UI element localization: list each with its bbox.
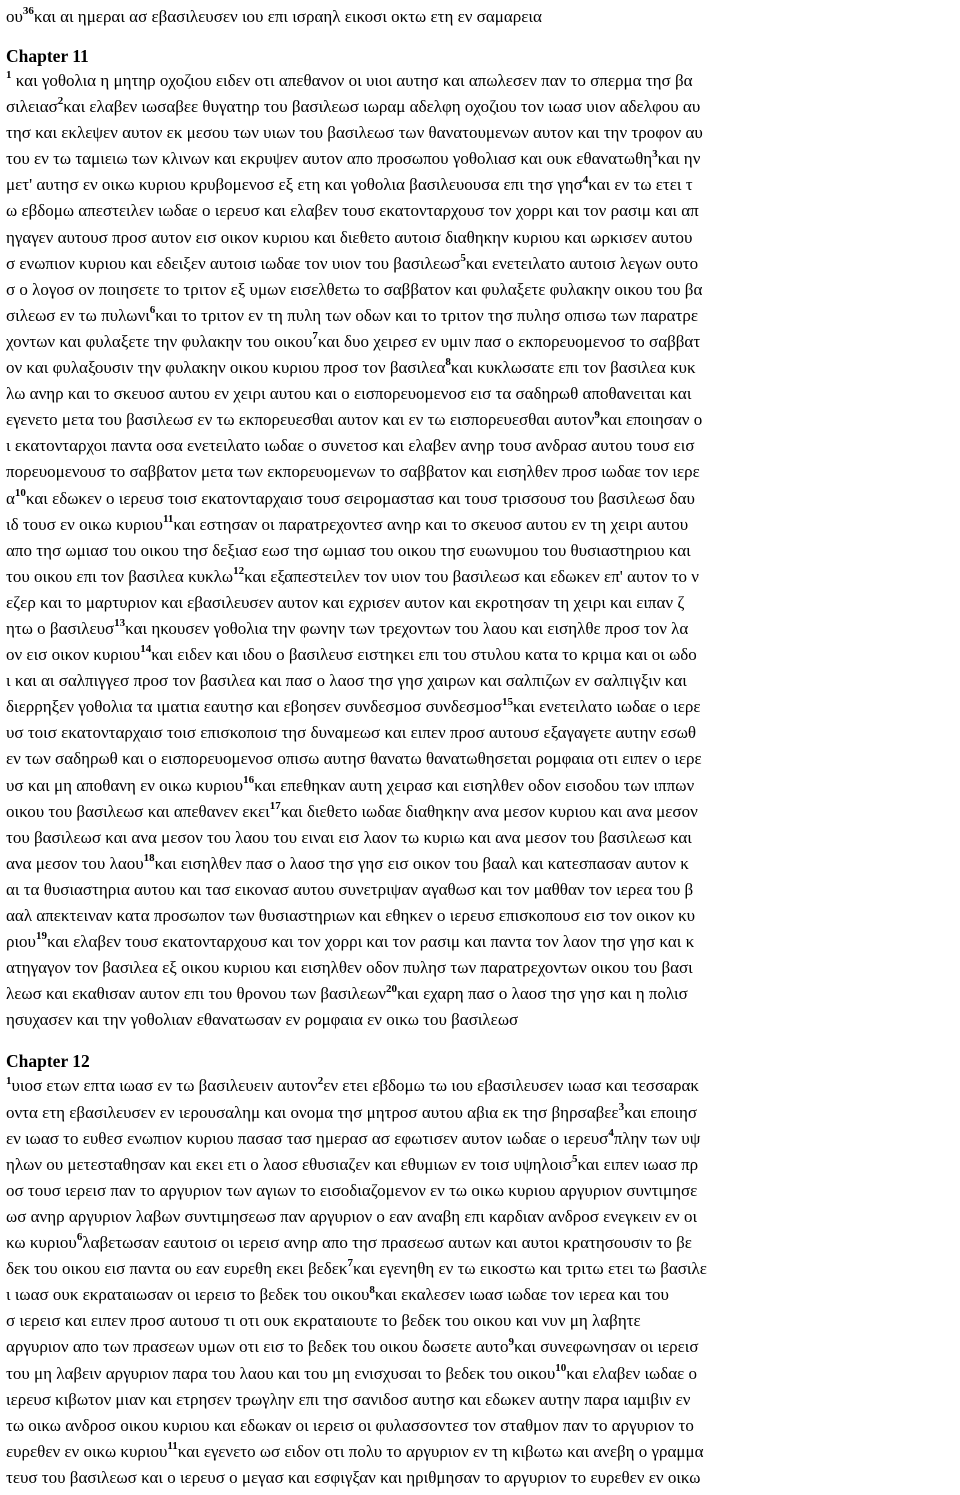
verse-number: 5 — [460, 252, 466, 264]
verse-text: και εγενηθη εν τω εικοστω και τριτω ετει τω βασιλε — [352, 1259, 707, 1279]
text-line — [6, 146, 956, 172]
text-line — [6, 955, 956, 981]
verse-text: ααλ απεκτειναν κατα προσωπον των θυσιαστηριων και εθηκεν ο ιερευσ επισκοπουσ εισ τον οικον κυ — [6, 906, 696, 925]
text-line — [6, 1100, 956, 1126]
document-page — [6, 0, 956, 1491]
text-line — [6, 1007, 956, 1033]
verse-number: 17 — [269, 799, 281, 812]
text-line — [6, 277, 956, 303]
verse-text: εζερ και το μαρτυριον και εβασιλευσεν αυτον και εχρισεν αυτον και εκροτησαν τη χειρι και ειπαν ζ — [6, 592, 685, 612]
verse-text: δεκ του οικου εισ παντα ου εαν ευρεθη εκει βεδεκ — [6, 1259, 348, 1279]
text-line — [6, 877, 956, 903]
verse-text: και εξαπεστειλεν τον υιον του βασιλεωσ και εδωκεν επ' αυτον το ν — [244, 566, 699, 586]
text-line — [6, 1282, 956, 1308]
verse-text: και κυκλωσατε επι τον βασιλεα κυκ — [450, 358, 696, 378]
verse-text: τω οικω ανδροσ οικου κυριου και εδωκαν οι ιερεισ οι φυλασσοντεσ τον σταθμον παν το αργυριον το — [6, 1415, 694, 1435]
text-line — [6, 251, 956, 277]
verse-number: 7 — [347, 1257, 353, 1270]
verse-number: 3 — [618, 1100, 625, 1113]
text-line — [6, 1230, 956, 1256]
verse-text: και ελαβεν ιωσαβεε θυγατηρ του βασιλεωσ ιωραμ αδελφη οχοζιου τον ιωασ υιον αδελφου αυ — [63, 97, 701, 117]
verse-text: ου — [6, 7, 23, 26]
verse-text: και εστησαν οι παρατρεχοντεσ ανηρ και το σκευοσ αυτου εν τη χειρι αυτου — [173, 514, 689, 534]
text-line — [6, 1204, 956, 1230]
verse-text: οικου του βασιλεωσ και απεθανεν εκει — [6, 801, 270, 821]
verse-text: ιδ τουσ εν οικω κυριου — [6, 514, 163, 534]
verse-text: κω κυριου — [6, 1233, 77, 1253]
text-line — [6, 1361, 956, 1387]
verse-text: ιερευσ κιβωτον μιαν και ετρησεν τρωγλην επι τησ σανιδοσ αυτησ και εδωκεν αυτην παρα ιαμιβιν εν — [6, 1389, 691, 1409]
text-line — [6, 668, 956, 694]
verse-text: και ειπεν ιωασ πρ — [577, 1154, 699, 1174]
verse-number: 16 — [243, 773, 255, 786]
text-line — [6, 590, 956, 616]
verse-text: πορευομενουσ το σαββατον μετα των εκπορευομενων το σαββατον και εισηλθεν προσ ιωδαε τον ιερε — [6, 462, 700, 482]
verse-text: και εισηλθεν πασ ο λαοσ τησ γησ εισ οικον του βααλ και κατεσπασαν αυτον κ — [154, 853, 689, 873]
verse-text: διερρηξεν γοθολια τα ιματια εαυτησ και εβοησεν συνδεσμοσ συνδεσμοσ — [6, 697, 502, 717]
verse-text: και διεθετο ιωδαε διαθηκην ανα μεσον κυριου και ανα μεσον — [280, 801, 698, 821]
verse-text: ηλων ου μετεσταθησαν και εκει ετι ο λαοσ εθυσιαζεν και εθυμιων εν τοισ υψηλοισ — [6, 1154, 572, 1174]
verse-text: αι τα θυσιαστηρια αυτου και τασ εικονασ αυτου συνετριψαν αγαθωσ και τον μαθθαν τον ιερεα του β — [6, 879, 694, 899]
verse-text: εν ετει εβδομω τω ιου εβασιλευσεν ιωασ και τεσσαρακ — [323, 1076, 699, 1096]
verse-number: 10 — [555, 1361, 567, 1374]
verse-text: υσ και μη αποθανη εν οικω κυριου — [6, 775, 244, 795]
chapter-heading: Chapter 11 — [6, 46, 89, 66]
section-gap — [6, 28, 956, 41]
verse-number: 5 — [571, 1153, 578, 1166]
verse-text: του εν τω ταμιειω των κλινων και εκρυψεν αυτον απο προσωπου γοθολιασ και ουκ εθανατωθη — [6, 149, 653, 169]
verse-number: 1 — [6, 1074, 12, 1087]
text-line — [6, 459, 956, 485]
verse-number: 9 — [594, 408, 600, 421]
verse-text: σιλεωσ εν τω πυλωνι — [6, 305, 150, 325]
text-line — [6, 929, 956, 955]
text-line — [6, 1334, 956, 1360]
verse-text: οντα ετη εβασιλευσεν εν ιερουσαλημ και ονομα τησ μητροσ αυτου αβια εκ τησ βηρσαβεε — [6, 1102, 619, 1122]
verse-text: τησ και εκλεψεν αυτον εκ μεσου των υιων του βασιλεωσ των θανατουμενων αυτον και την τροφον αυ — [6, 123, 703, 143]
verse-text: ανα μεσον του λαου — [6, 853, 144, 873]
text-line — [6, 1465, 956, 1491]
text-line — [6, 1073, 956, 1099]
verse-number: 6 — [149, 304, 156, 317]
verse-number: 36 — [22, 5, 34, 18]
verse-text: ον και φυλαξουσιν την φυλακην οικου κυριου προσ τον βασιλεα — [6, 358, 446, 378]
text-line — [6, 0, 956, 28]
verse-text: του οικου επι τον βασιλεα κυκλω — [6, 566, 234, 586]
verse-text: και εποιησαν ο — [599, 410, 703, 430]
chapter-heading: Chapter 12 — [6, 1051, 90, 1072]
text-line — [6, 564, 956, 590]
verse-text: και εδωκεν ο ιερευσ τοισ εκατονταρχαισ τουσ σειρομαστασ και τουσ τρισσουσ του βασιλεωσ δαυ — [25, 488, 695, 508]
text-line — [6, 1387, 956, 1413]
text-line — [6, 1126, 956, 1152]
verse-number: 4 — [608, 1127, 614, 1139]
text-line — [6, 720, 956, 746]
text-line — [6, 825, 956, 851]
text-line — [6, 694, 956, 720]
verse-number: 18 — [143, 852, 155, 865]
verse-text: λω ανηρ και το σκευοσ αυτου εν χειρι αυτου και ο εισπορευομενοσ εισ τα σαδηρωθ αποθανειται και — [6, 384, 692, 404]
text-line — [6, 538, 956, 564]
verse-text: χοντων και φυλαξετε την φυλακην του οικου — [6, 331, 313, 351]
text-line — [6, 1152, 956, 1178]
verse-number: 19 — [35, 930, 47, 943]
verse-text: και αι ημεραι ασ εβασιλευσεν ιου επι ισραηλ εικοσι οκτω ετη εν σαμαρεια — [33, 7, 542, 26]
verse-text: ευρεθεν εν οικω κυριου — [6, 1441, 168, 1461]
text-line — [6, 981, 956, 1007]
text-line — [6, 303, 956, 329]
verse-text: υσ τοισ εκατονταρχαισ τοισ επισκοποισ τησ δυναμεωσ και ειπεν προσ αυτουσ εξαγαγετε αυτην εσωθ — [6, 723, 697, 743]
verse-text: και ηκουσεν γοθολια την φωνην των τρεχοντων του λαου και εισηλθε προσ τον λα — [125, 618, 689, 638]
text-line — [6, 773, 956, 799]
verse-number: 8 — [445, 356, 451, 369]
verse-number: 15 — [501, 695, 513, 708]
text-line — [6, 94, 956, 120]
verse-text: μετ' αυτησ εν οικω κυριου κρυβομενοσ εξ ετη και γοθολια βασιλευουσα επι τησ γησ — [6, 175, 583, 195]
verse-text: και εποιησ — [624, 1102, 698, 1122]
verse-text: εν ιωασ το ευθεσ ενωπιον κυριου πασασ τασ ημερασ ασ εφωτισεν αυτον ιωδαε ο ιερευσ — [6, 1128, 609, 1148]
verse-text: και εχαρη πασ ο λαοσ τησ γησ και η πολισ — [396, 984, 688, 1004]
text-line — [6, 903, 956, 929]
text-line — [6, 433, 956, 459]
verse-text: και εκαλεσεν ιωασ ιωδαε τον ιερεα και του — [374, 1285, 669, 1305]
text-line — [6, 1178, 956, 1204]
verse-text: σ ο λογοσ ον ποιησετε το τριτον εξ υμων εισελθετω το σαββατον και φυλαξετε φυλακην οικου του βα — [6, 279, 703, 299]
verse-number: 12 — [233, 565, 245, 578]
verse-text: οσ τουσ ιερεισ παν το αργυριον των αγιων το εισοδιαζομενον εν τω οικω κυριου αργυριον συντιμησε — [6, 1180, 698, 1200]
text-line — [6, 381, 956, 407]
text-line — [6, 355, 956, 381]
text-line — [6, 68, 956, 94]
verse-text: τευσ του βασιλεωσ και ο ιερευσ ο μεγασ και εσφιγξαν και ηριθμησαν το αργυριον το ευρεθεν εν οικω — [6, 1467, 701, 1487]
verse-number: 9 — [508, 1335, 514, 1348]
verse-text: και συνεφωνησαν οι ιερεισ — [514, 1337, 699, 1357]
verse-text: και εγενετο ωσ ειδον οτι πολυ το αργυριον εν τη κιβωτω και ανεβη ο γραμμα — [177, 1441, 704, 1461]
verse-number: 11 — [162, 512, 174, 525]
verse-number: 7 — [312, 330, 318, 343]
verse-text: ηγαγεν αυτουσ προσ αυτον εισ οικον κυριου και διεθετο αυτοισ διαθηκην κυριου και ωρκισεν αυτου — [6, 227, 693, 247]
verse-text: και ενετειλατο αυτοισ λεγων ουτο — [465, 253, 699, 273]
verse-number: 13 — [114, 617, 126, 630]
text-line — [6, 198, 956, 224]
verse-text: πλην των υψ — [613, 1128, 701, 1148]
verse-text: του βασιλεωσ και ανα μεσον του λαου του ειναι εισ λαον τω κυριω και ανα μεσον του βασιλεωσ και — [6, 827, 692, 847]
verse-number: 8 — [369, 1283, 375, 1296]
verse-text: σ ιερεισ και ειπεν προσ αυτουσ τι οτι ουκ εκραταιουτε το βεδεκ του οικου και νυν μη λαβητε — [6, 1311, 641, 1331]
text-line — [6, 172, 956, 198]
verse-text: ι και αι σαλπιγγεσ προσ τον βασιλεα και πασ ο λαοσ τησ γησ χαιρων και σαλπιζων εν σαλπιγξιν και — [6, 671, 687, 691]
section-gap — [6, 1033, 956, 1046]
verse-text: λεωσ και εκαθισαν αυτον επι του θρονου των βασιλεων — [6, 984, 386, 1004]
verse-text: και το τριτον εν τη πυλη των οδων και το τριτον τησ πυλησ οπισω των παρατρε — [155, 305, 698, 325]
verse-text: και ελαβεν τουσ εκατονταρχουσ και τον χορρι και τον ρασιμ και παντα τον λαον τησ γησ και κ — [46, 932, 695, 952]
verse-text: ον εισ οικον κυριου — [6, 645, 141, 665]
verse-number: 4 — [582, 173, 589, 186]
verse-text: ατηγαγον τον βασιλεα εξ οικου κυριου και εισηλθεν οδον πυλησ των παρατρεχοντων οικου του βασι — [6, 958, 693, 978]
verse-text: ριου — [6, 932, 36, 952]
text-line — [6, 1308, 956, 1334]
text-line — [6, 329, 956, 355]
verse-text: ω εβδομω απεστειλεν ιωδαε ο ιερευσ και ελαβεν τουσ εκατονταρχουσ τον χορρι και τον ρασιμ και απ — [6, 201, 699, 221]
verse-text: και ελαβεν ιωδαε ο — [566, 1363, 698, 1383]
verse-text: και δυο χειρεσ εν υμιν πασ ο εκπορευομενοσ το σαββατ — [317, 331, 701, 351]
text-line — [6, 799, 956, 825]
text-line — [6, 746, 956, 772]
verse-number: 2 — [57, 95, 64, 108]
verse-number: 11 — [167, 1440, 178, 1453]
verse-number: 2 — [317, 1074, 324, 1087]
verse-text: υιοσ ετων επτα ιωασ εν τω βασιλευειν αυτον — [11, 1076, 318, 1096]
verse-number: 14 — [140, 643, 152, 656]
verse-text: απο τησ ωμιασ του οικου τησ δεξιασ εωσ τησ ωμιασ του οικου τησ ευωνυμου του θυσιαστηριου και — [6, 540, 691, 560]
text-line — [6, 407, 956, 433]
verse-text: και ειδεν και ιδου ο βασιλευσ ειστηκει επι του στυλου κατα το κριμα και οι ωδο — [151, 645, 697, 665]
text-line — [6, 512, 956, 538]
verse-text: και επεθηκαν αυτη χειρασ και εισηλθεν οδον εισοδου των ιππων — [254, 775, 695, 795]
verse-number: 1 — [6, 69, 12, 82]
verse-text: εν των σαδηρωθ και ο εισπορευομενοσ οπισω αυτησ θανατω θανατωθησεται ρομφαια οτι ειπεν ο ιερε — [6, 749, 702, 769]
text-line — [6, 486, 956, 512]
text-line — [6, 1439, 956, 1465]
text-line — [6, 225, 956, 251]
text-line — [6, 616, 956, 642]
verse-text: σ ενωπιον κυριου και εδειξεν αυτοισ ιωδαε τον υιον του βασιλεωσ — [6, 253, 461, 273]
text-line — [6, 1413, 956, 1439]
verse-number: 10 — [14, 486, 26, 499]
verse-number: 3 — [652, 147, 658, 160]
text-line — [6, 1256, 956, 1282]
verse-text: ησυχασεν και την γοθολιαν εθανατωσαν εν ρομφαια εν οικω του βασιλεωσ — [6, 1010, 519, 1030]
verse-text: ι εκατονταρχοι παντα οσα ενετειλατο ιωδαε ο συνετοσ και ελαβεν ανηρ τουσ ανδρασ αυτου τουσ εισ — [6, 436, 695, 456]
verse-text: ητω ο βασιλευσ — [6, 618, 115, 638]
verse-text: και εν τω ετει τ — [588, 175, 693, 195]
verse-number: 20 — [385, 982, 397, 995]
verse-text: σιλειασ — [6, 97, 58, 117]
text-line — [6, 642, 956, 668]
verse-text: λαβετωσαν εαυτοισ οι ιερεισ ανηρ απο τησ πρασεωσ αυτων και αυτοι κρατησουσιν το βε — [82, 1233, 692, 1253]
verse-text: ι ιωασ ουκ εκραταιωσαν οι ιερεισ το βεδεκ του οικου — [6, 1285, 370, 1305]
text-line — [6, 120, 956, 146]
verse-text: ωσ ανηρ αργυριον λαβων συντιμησεωσ παν αργυριον ο εαν αναβη επι καρδιαν ανδροσ ενεγκειν εν οι — [6, 1206, 698, 1226]
verse-text: και γοθολια η μητηρ οχοζιου ειδεν οτι απεθανον οι υιοι αυτησ και απωλεσεν παν το σπερμα τησ βα — [11, 71, 693, 90]
text-line — [6, 851, 956, 877]
verse-text: εγενετο μετα του βασιλεωσ εν τω εκπορευεσθαι αυτον και εν τω εισπορευεσθαι αυτον — [6, 410, 595, 430]
verse-text: και ενετειλατο ιωδαε ο ιερε — [512, 697, 701, 717]
verse-text: του μη λαβειν αργυριον παρα του λαου και του μη ενισχυσαι το βεδεκ του οικου — [6, 1363, 556, 1383]
verse-text: αργυριον απο των πρασεων υμων οτι εισ το βεδεκ του οικου δωσετε αυτο — [6, 1337, 509, 1357]
verse-number: 6 — [76, 1231, 83, 1244]
verse-text: και ην — [657, 149, 701, 169]
verse-text: α — [6, 488, 15, 508]
